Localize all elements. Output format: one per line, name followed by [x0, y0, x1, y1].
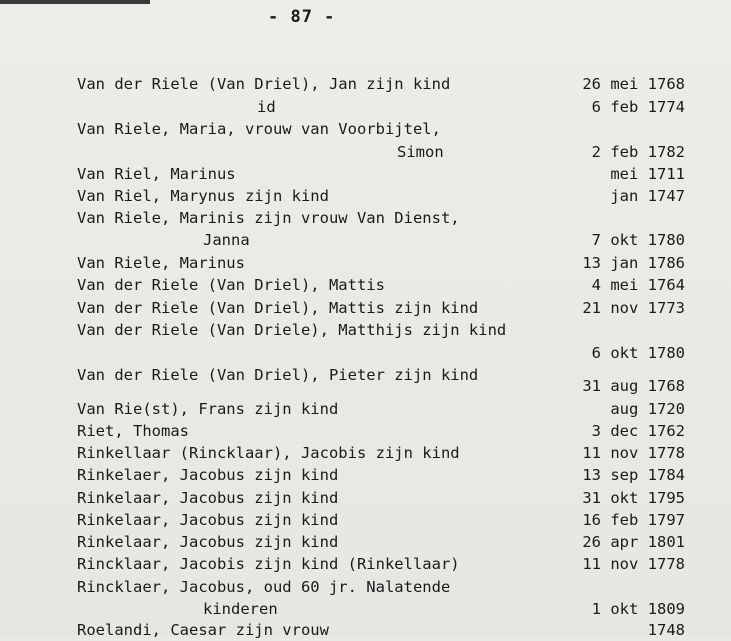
entry-row [0, 274, 731, 296]
entry-date: 2 feb 1782 [591, 143, 685, 161]
entry-date: 4 mei 1764 [591, 276, 685, 294]
entry-row [0, 252, 731, 274]
entry-row [0, 464, 731, 486]
entry-name: Van Riel, Marynus zijn kind [77, 187, 329, 205]
entry-date: 7 okt 1780 [591, 231, 685, 249]
entry-date: 11 nov 1778 [582, 444, 685, 462]
entry-name: Rinkelaar, Jacobus zijn kind [77, 489, 339, 507]
entry-name: Van der Riele (Van Driel), Jan zijn kind [77, 75, 451, 93]
entry-row [0, 118, 731, 140]
entry-date: 26 mei 1768 [582, 75, 685, 93]
entry-row [0, 163, 731, 185]
entry-row [0, 73, 731, 95]
entry-row [0, 364, 731, 395]
entry-date: jan 1747 [610, 187, 685, 205]
entry-date: aug 1720 [610, 400, 685, 418]
entry-row [0, 342, 731, 364]
entry-date: 21 nov 1773 [582, 299, 685, 317]
entry-name: Roelandi, Caesar zijn vrouw [77, 621, 329, 639]
entry-row [0, 398, 731, 420]
entry-row [0, 207, 731, 229]
entry-row [0, 598, 731, 620]
entry-date: 31 okt 1795 [582, 489, 685, 507]
entry-row [0, 319, 731, 341]
entry-row [0, 297, 731, 319]
entry-date: 16 feb 1797 [582, 511, 685, 529]
entry-date: 11 nov 1778 [582, 555, 685, 573]
entry-row [0, 229, 731, 251]
entry-name: Van Riel, Marinus [77, 165, 236, 183]
entry-name: id [257, 98, 276, 116]
entry-name: Rinkelaer, Jacobus zijn kind [77, 466, 339, 484]
entry-name: Rinkellaar (Rincklaar), Jacobis zijn kind [77, 444, 460, 462]
entry-name: Van Riele, Marinus [77, 254, 245, 272]
entry-row [0, 141, 731, 163]
entry-row [0, 576, 731, 598]
entry-name: Van der Riele (Van Driele), Matthijs zijn kind [77, 321, 507, 339]
entry-date: 6 okt 1780 [591, 344, 685, 362]
page-number: - 87 - [268, 7, 336, 27]
entry-date: 1748 [647, 621, 685, 639]
entry-date: 31 aug 1768 [582, 377, 685, 395]
entry-date: 26 apr 1801 [582, 533, 685, 551]
entry-name: Van der Riele (Van Driel), Pieter zijn kind [77, 366, 479, 384]
entry-row [0, 442, 731, 464]
entry-row [0, 96, 731, 118]
entry-date: 3 dec 1762 [591, 422, 685, 440]
entry-row [0, 531, 731, 553]
entry-row [0, 420, 731, 442]
entry-row [0, 509, 731, 531]
entry-name: Simon [397, 143, 444, 161]
entry-row [0, 487, 731, 509]
entry-name: Janna [203, 231, 250, 249]
entry-name: Van der Riele (Van Driel), Mattis [77, 276, 385, 294]
entry-name: Riet, Thomas [77, 422, 189, 440]
entry-name: Rinkelaar, Jacobus zijn kind [77, 511, 339, 529]
entry-name: Van Riele, Marinis zijn vrouw Van Dienst, [77, 209, 460, 227]
entry-date: 13 jan 1786 [582, 254, 685, 272]
entry-name: Van Rie(st), Frans zijn kind [77, 400, 339, 418]
entry-name: Rincklaer, Jacobus, oud 60 jr. Nalatende [77, 578, 451, 596]
entry-name: Rincklaar, Jacobis zijn kind (Rinkellaar) [77, 555, 460, 573]
entry-name: kinderen [203, 600, 278, 618]
scan-edge-bar [0, 0, 150, 4]
entry-date: 13 sep 1784 [582, 466, 685, 484]
entry-row [0, 185, 731, 207]
entry-name: Van Riele, Maria, vrouw van Voorbijtel, [77, 120, 441, 138]
entry-date: 1 okt 1809 [591, 600, 685, 618]
entry-row [0, 553, 731, 575]
entry-name: Rinkelaar, Jacobus zijn kind [77, 533, 339, 551]
entry-date: 6 feb 1774 [591, 98, 685, 116]
entry-date: mei 1711 [610, 165, 685, 183]
entry-name: Van der Riele (Van Driel), Mattis zijn kind [77, 299, 479, 317]
